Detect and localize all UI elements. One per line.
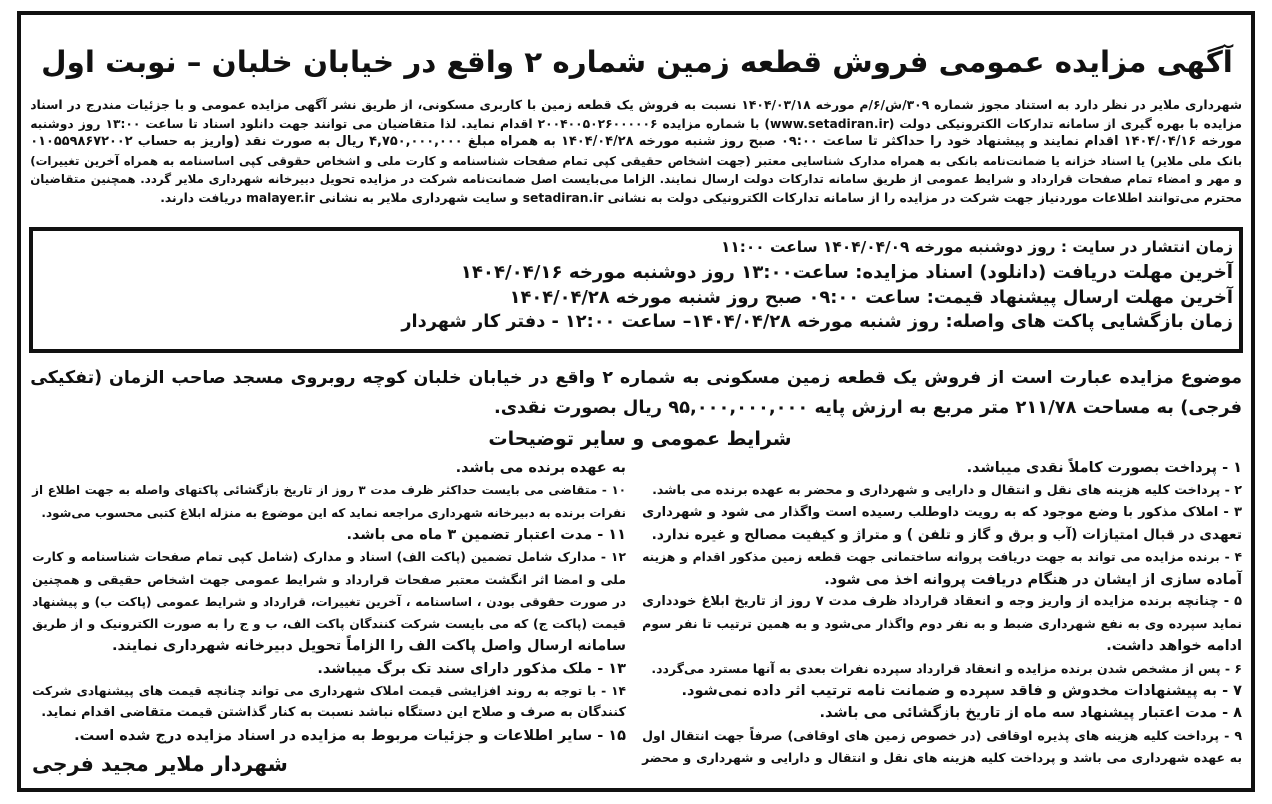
intro-line: شهرداری ملایر در نظر دارد به استناد مجوز شماره ۳۰۹/ش/۶/م مورخه ۱۴۰۴/۰۳/۱۸ نسبت به فروش یک قطعه زمین با کاربری مسکونی، از طریق نشر آگهی مزایده عمومی و با جزئیات مندرج در اسناد	[30, 98, 1242, 112]
condition-line: کنندگان به صرف و صلاح این دستگاه نباشد نسبت به کنار گذاشتن قیمت متقاضی اقدام نماید.	[41, 705, 626, 721]
condition-line: ۸ - مدت اعتبار پیشنهاد سه ماه از تاریخ بازگشائی می باشد.	[819, 705, 1242, 722]
condition-line: ۱ - پرداخت بصورت کاملاً نقدی میباشد.	[966, 460, 1242, 476]
condition-line: نماید سپرده وی به نفع شهرداری ضبط و به نفر دوم واگذار می‌شود و به همین ترتیب تا نفر سوم	[642, 616, 1242, 632]
condition-line: ۳ - املاک مذکور با وضع موجود که به رویت داوطلب رسیده است واگذار می شود و شهرداری	[642, 504, 1242, 520]
condition-line: ۲ - پرداخت کلیه هزینه های نقل و انتقال و دارایی و شهرداری و محضر به عهده برنده می باشد.	[652, 482, 1242, 498]
condition-line: ۶ - پس از مشخص شدن برنده مزایده و انعقاد قرارداد سپرده نفرات بعدی به آنها مسترد می‌گردد.	[651, 660, 1242, 676]
intro-line: مزایده با بهره گیری از سامانه تدارکات الکترونیکی دولت (www.setadiran.ir) با شماره مزایده ۲۰۰۴۰۰۵۰۲۶۰۰۰۰۰۶ اقدام نماید. لذا متقاضیان می توانند جهت دانلود اسناد تا ساعت ۱۳:۰۰ روز دوشنبه	[30, 116, 1242, 131]
condition-line: به عهده شهرداری می باشد و پرداخت کلیه هزینه های نقل و انتقال و دارایی و شهرداری و محضر	[642, 749, 1242, 765]
condition-line: ۱۰ - متقاضی می بایست حداکثر ظرف مدت ۳ روز از تاریخ بازگشائی پاکتهای واصله به جهت اطلاع از	[32, 483, 626, 498]
condition-line: قیمت (پاکت ج) که می بایست شرکت کنندگان پاکت الف، ب و ج را به صورت الکترونیک و از طریق	[32, 617, 626, 632]
condition-line: ملی و امضا اثر انگشت معتبر صفحات قرارداد و شرایط عمومی جهت اشخاص حقیقی و همچنین	[32, 571, 626, 587]
condition-line: ۱۴ - با توجه به روند افزایشی قیمت املاک شهرداری می تواند چنانچه قیمت های پیشنهادی شرکت	[32, 684, 626, 698]
condition-line: سامانه ارسال واصل پاکت الف را الزاماً تحویل دبیرخانه شهرداری نمایند.	[112, 638, 626, 655]
condition-line: ۱۲ - مدارک شامل تضمین (پاکت الف) اسناد و مدارک (شامل کپی تمام صفحات شناسنامه و کارت	[32, 550, 626, 565]
schedule-opening-time: زمان بازگشایی پاکت های واصله: روز شنبه مورخه ۱۴۰۴/۰۴/۲۸– ساعت ۱۲:۰۰ - دفتر کار شهردار	[401, 312, 1233, 332]
condition-line: آماده سازی از ایشان در هنگام دریافت پروانه اخذ می شود.	[824, 571, 1242, 588]
condition-line: ۷ - به پیشنهادات مخدوش و فاقد سپرده و ضمانت نامه ترتیب اثر داده نمی‌شود.	[681, 683, 1242, 699]
condition-line: ۴ - برنده مزایده می تواند به جهت دریافت پروانه ساختمانی جهت قطعه زمین مذکور اقدام و هزینه	[642, 550, 1242, 565]
schedule-submission-deadline: آخرین مهلت ارسال پیشنهاد قیمت: ساعت ۰۹:۰۰ صبح روز شنبه مورخه ۱۴۰۴/۰۴/۲۸	[509, 287, 1233, 308]
schedule-publish-time: زمان انتشار در سایت : روز دوشنبه مورخه ۱۴۰۴/۰۴/۰۹ ساعت ۱۱:۰۰	[720, 238, 1233, 256]
ad-title: آگهی مزایده عمومی فروش قطعه زمین شماره ۲ واقع در خیابان خلبان – نوبت اول	[41, 45, 1233, 79]
condition-line: ۱۱ - مدت اعتبار تضمین ۳ ماه می باشد.	[346, 526, 626, 543]
condition-line: تعهدی در قبال امتیازات (آب و برق و گاز و تلفن ) و متراژ و کیفیت مصالح و غیره ندارد.	[651, 526, 1242, 543]
intro-line: محترم می‌توانند اطلاعات موردنیاز جهت شرکت در مزایده را از سامانه تدارکات الکترونیکی دولت به نشانی setadiran.ir و سایت شهرداری ملایر به نشانی malayer.ir دریافت دارند.	[160, 191, 1242, 205]
intro-line: بانک ملی ملایر) یا اسناد خزانه یا ضمانت‌نامه بانکی به همراه مدارک شناسایی معتبر (جهت اشخاص حقیقی کپی تمام صفحات شناسنامه و کارت ملی و اشخاص حقوقی کپی اساسنامه به همراه آخرین تغییرات)	[30, 153, 1242, 168]
condition-line: نفرات برنده به دبیرخانه شهرداری مراجعه نماید که این موضوع به منزله ابلاغ کتبی محسوب می‌شود.	[41, 505, 626, 520]
condition-line: در صورت حقوقی بودن ، اساسنامه ، آخرین تغییرات، قرارداد و شرایط عمومی (پاکت ب) و پیشنهاد	[32, 594, 626, 609]
subject-line: فرجی) به مساحت ۲۱۱/۷۸ متر مربع به ارزش پایه ۹۵,۰۰۰,۰۰۰,۰۰۰ ریال بصورت نقدی.	[493, 397, 1242, 418]
condition-line: ۱۵ - سایر اطلاعات و جزئیات مربوط به مزایده در اسناد مزایده درج شده است.	[74, 727, 626, 744]
conditions-heading: شرایط عمومی و سایر توضیحات	[488, 427, 792, 450]
mayor-signature: شهردار ملایر مجید فرجی	[32, 752, 288, 776]
condition-line: به عهده برنده می باشد.	[455, 460, 626, 476]
condition-line: ۵ - چنانچه برنده مزایده از واریز وجه و انعقاد قرارداد ظرف مدت ۷ روز از تاریخ ابلاغ خودداری	[642, 593, 1242, 609]
condition-line: ادامه خواهد داشت.	[1106, 638, 1242, 655]
condition-line: ۱۳ - ملک مذکور دارای سند تک برگ میباشد.	[317, 660, 626, 677]
intro-line: و مهر و امضاء تمام صفحات قرارداد و شرایط عمومی از طریق سامانه تدارکات دولت ارسال نمایند. الزاما می‌بایست اصل ضمانت‌نامه شرکت در مزایده تحویل دبیرخانه شهرداری ملایر گردد. همچنین متقاضیان	[30, 172, 1242, 187]
schedule-download-deadline: آخرین مهلت دریافت (دانلود) اسناد مزایده: ساعت۱۳:۰۰ روز دوشنبه مورخه ۱۴۰۴/۰۴/۱۶	[460, 262, 1233, 283]
condition-line: ۹ - پرداخت کلیه هزینه های پذیره اوقافی (در خصوص زمین های اوقافی) صرفاً جهت انتقال اول	[642, 727, 1242, 743]
intro-line: مورخه ۱۴۰۴/۰۴/۱۶ اقدام نمایند و پیشنهاد خود را حداکثر تا ساعت ۰۹:۰۰ صبح روز شنبه مورخه ۱۴۰۴/۰۴/۲۸ به همراه مبلغ ۴,۷۵۰,۰۰۰,۰۰۰ ریال به صورت نقد (واریز به حساب ۰۱۰۵۵۹۸۶۷۲۰۰۲	[30, 134, 1242, 150]
subject-line: موضوع مزایده عبارت است از فروش یک قطعه زمین مسکونی به شماره ۲ واقع در خیابان خلبان کوچه روبروی مسجد صاحب الزمان (تفکیکی	[30, 368, 1242, 388]
